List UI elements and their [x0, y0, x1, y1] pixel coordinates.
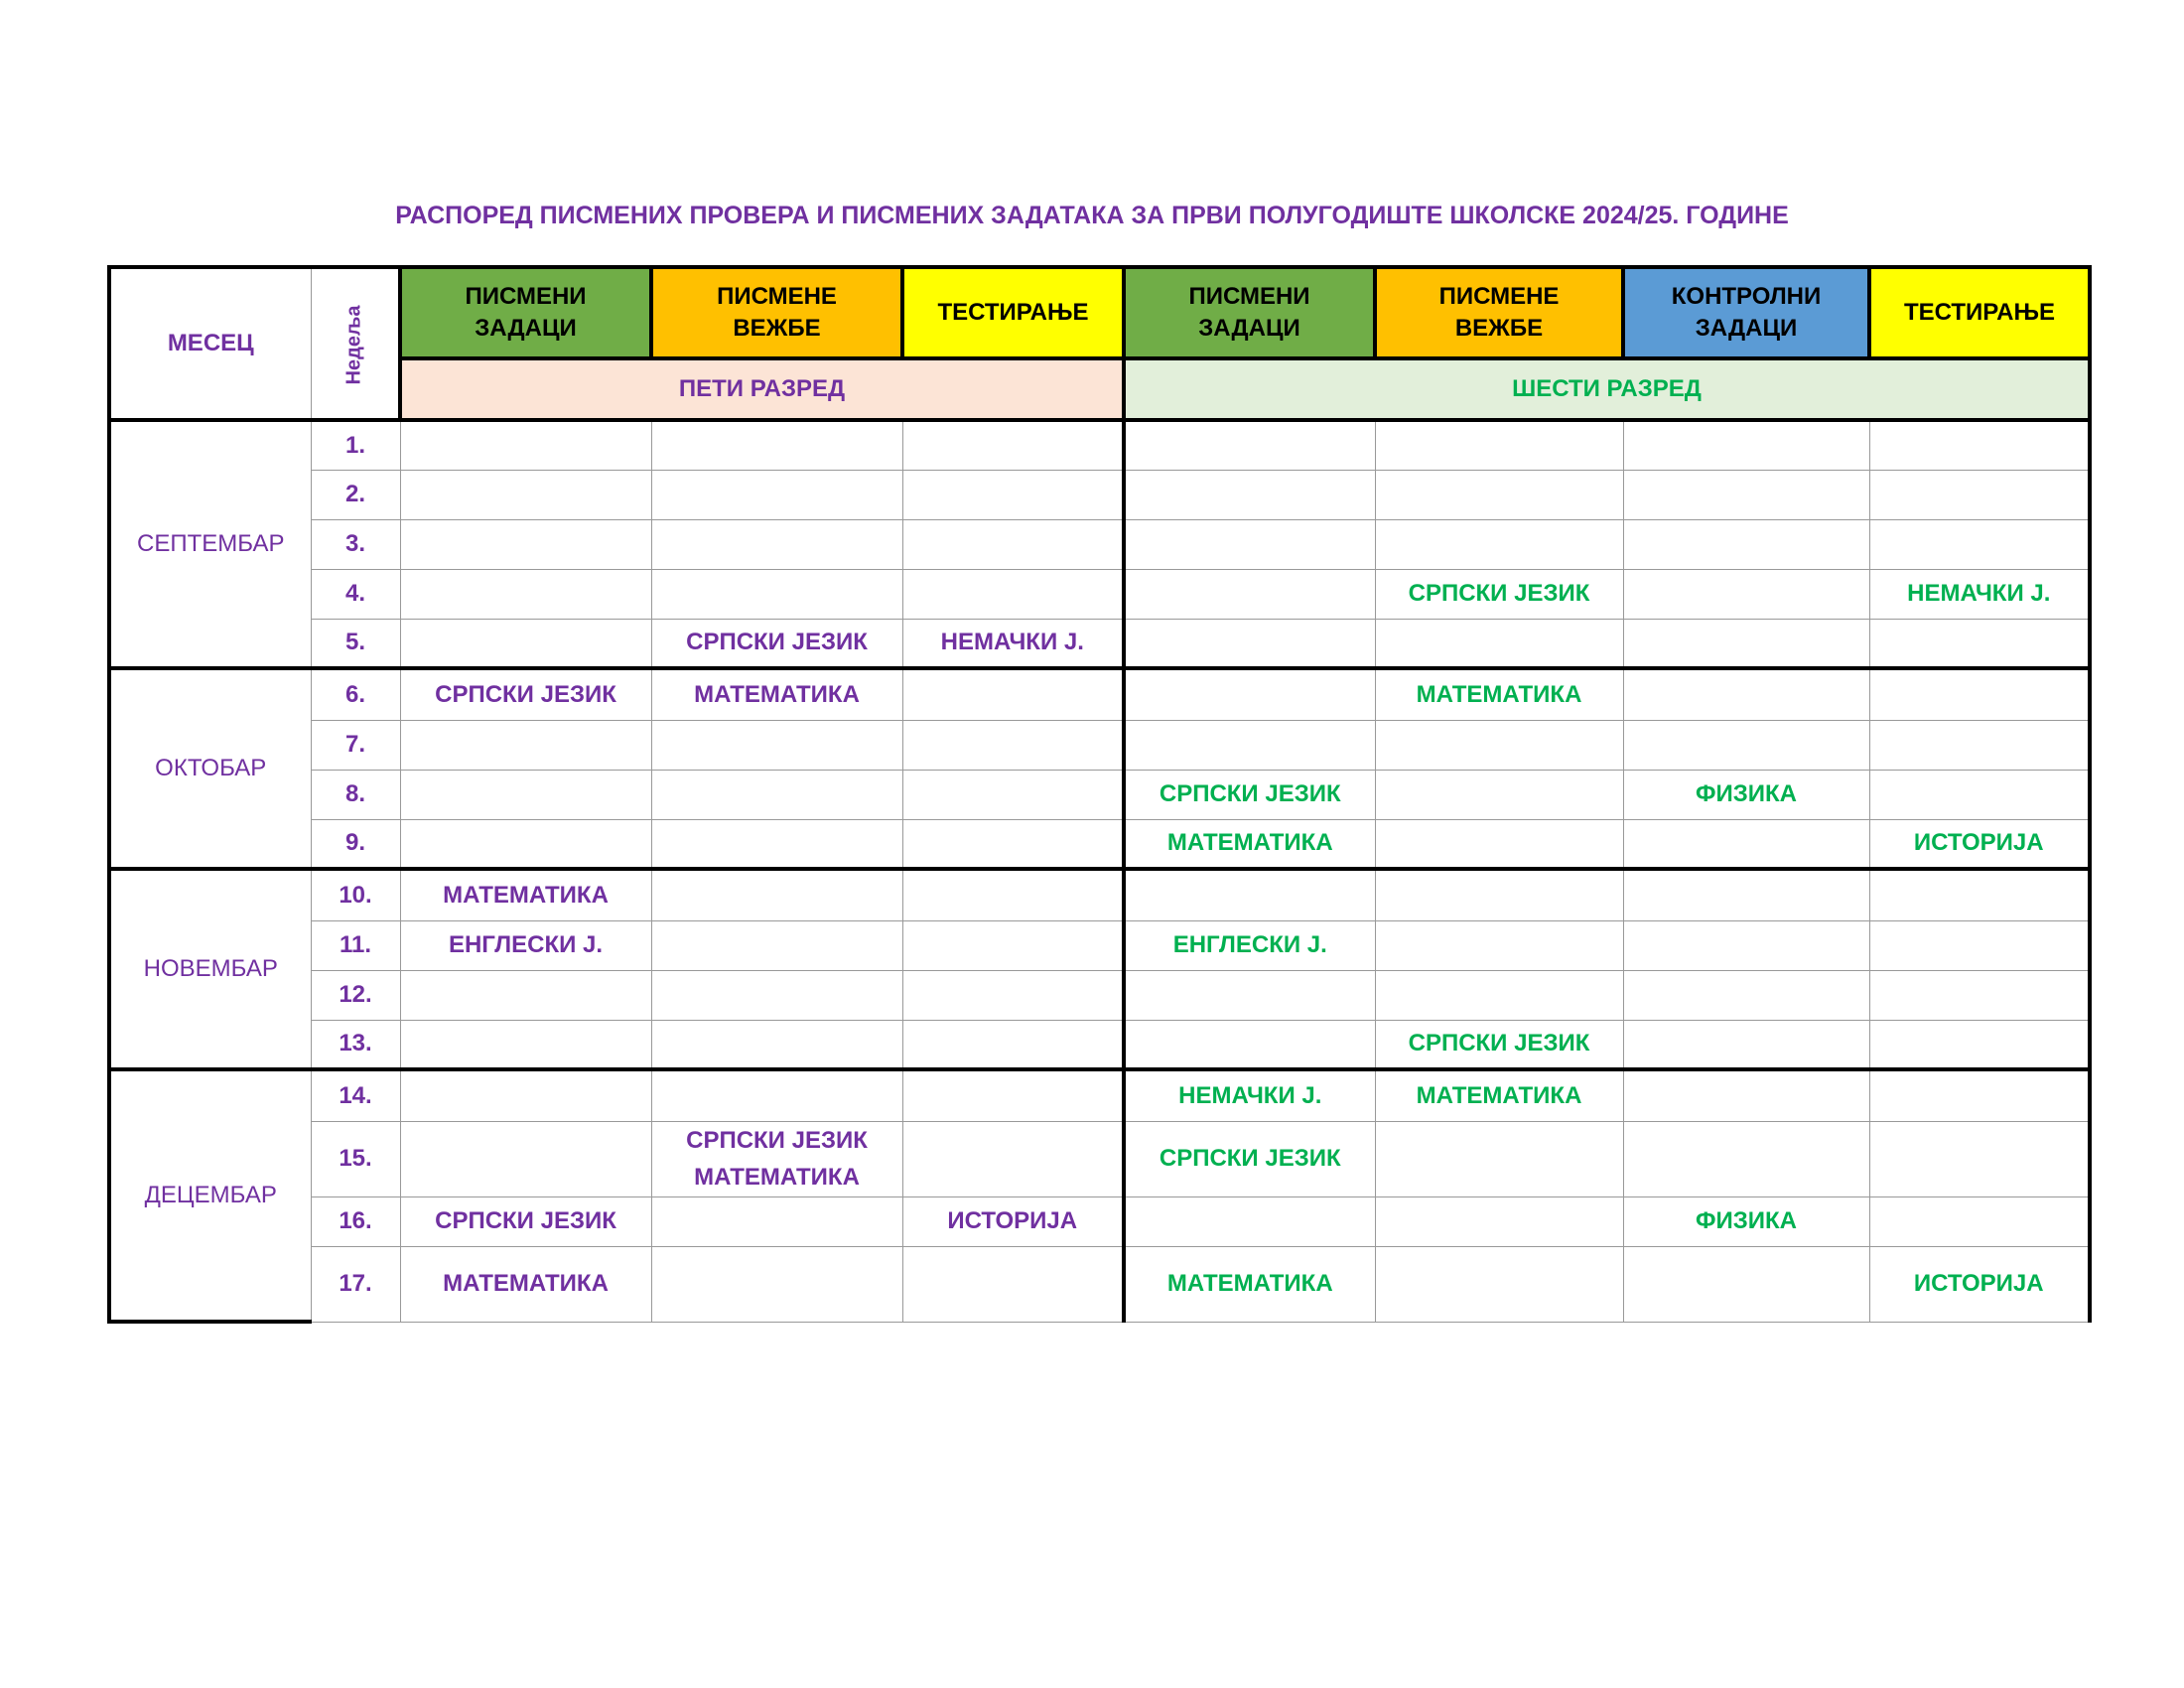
grade6-cell — [1375, 819, 1623, 869]
grade5-cell: СРПСКИ ЈЕЗИК — [651, 619, 902, 668]
grade6-cell — [1375, 920, 1623, 970]
grade6-cell — [1124, 1196, 1375, 1246]
grade5-cell: СРПСКИ ЈЕЗИК МАТЕМАТИКА — [651, 1121, 902, 1196]
grade5-cell — [651, 819, 902, 869]
week-number: 5. — [311, 619, 400, 668]
grade6-cell — [1124, 470, 1375, 519]
week-number: 8. — [311, 770, 400, 819]
grade5-cell — [651, 920, 902, 970]
g5-testiranje-header: ТЕСТИРАЊЕ — [902, 267, 1124, 358]
week-number: 9. — [311, 819, 400, 869]
mesec-header: МЕСЕЦ — [109, 267, 311, 420]
grade5-cell — [651, 869, 902, 920]
grade6-cell: СРПСКИ ЈЕЗИК — [1124, 770, 1375, 819]
table-row — [109, 470, 2090, 519]
grade5-cell: ЕНГЛЕСКИ Ј. — [400, 920, 651, 970]
week-number: 14. — [311, 1069, 400, 1121]
grade6-cell — [1375, 619, 1623, 668]
grade5-cell — [902, 720, 1124, 770]
grade5-cell: МАТЕМАТИКА — [400, 1246, 651, 1322]
grade5-cell — [902, 668, 1124, 720]
grade6-cell: НЕМАЧКИ Ј. — [1124, 1069, 1375, 1121]
grade5-cell — [902, 569, 1124, 619]
grade6-cell — [1124, 869, 1375, 920]
month-cell: СЕПТЕМБАР — [109, 420, 311, 668]
table-row — [109, 420, 2090, 470]
grade6-cell: МАТЕМАТИКА — [1375, 1069, 1623, 1121]
grade6-cell — [1375, 1121, 1623, 1196]
grade6-cell: СРПСКИ ЈЕЗИК — [1375, 1020, 1623, 1069]
grade6-cell — [1623, 470, 1869, 519]
grade5-cell — [902, 420, 1124, 470]
grade5-cell — [902, 1069, 1124, 1121]
grade6-cell — [1124, 720, 1375, 770]
g6-pismeni-zadaci-header: ПИСМЕНИ ЗАДАЦИ — [1124, 267, 1375, 358]
grade6-cell — [1623, 619, 1869, 668]
grade5-cell — [651, 1020, 902, 1069]
g6-kontrolni-zadaci-header: КОНТРОЛНИ ЗАДАЦИ — [1623, 267, 1869, 358]
grade6-cell — [1623, 819, 1869, 869]
week-number: 17. — [311, 1246, 400, 1322]
grade5-cell — [902, 1246, 1124, 1322]
grade6-cell — [1623, 1246, 1869, 1322]
grade5-cell — [902, 920, 1124, 970]
grade6-cell — [1623, 1121, 1869, 1196]
grade6-cell — [1623, 720, 1869, 770]
table-row — [109, 720, 2090, 770]
table-row — [109, 668, 2090, 720]
table-row — [109, 1020, 2090, 1069]
grade5-cell — [400, 619, 651, 668]
month-cell: ДЕЦЕМБАР — [109, 1069, 311, 1322]
grade5-cell — [902, 819, 1124, 869]
table-row — [109, 519, 2090, 569]
grade6-cell: ИСТОРИЈА — [1869, 819, 2090, 869]
grade6-cell — [1869, 970, 2090, 1020]
week-number: 10. — [311, 869, 400, 920]
grade5-cell — [651, 720, 902, 770]
grade5-label: ПЕТИ РАЗРЕД — [400, 358, 1124, 420]
week-number: 2. — [311, 470, 400, 519]
grade6-cell — [1375, 720, 1623, 770]
grade5-cell — [651, 519, 902, 569]
grade6-cell — [1623, 1020, 1869, 1069]
grade5-cell — [902, 1121, 1124, 1196]
grade5-cell — [902, 470, 1124, 519]
grade6-cell — [1623, 519, 1869, 569]
grade6-cell — [1375, 970, 1623, 1020]
grade6-cell — [1375, 420, 1623, 470]
grade6-cell — [1869, 420, 2090, 470]
grade5-cell — [400, 420, 651, 470]
grade6-cell: ФИЗИКА — [1623, 770, 1869, 819]
grade6-cell — [1869, 920, 2090, 970]
grade5-cell — [400, 470, 651, 519]
grade5-cell — [400, 819, 651, 869]
g5-pismeni-zadaci-header: ПИСМЕНИ ЗАДАЦИ — [400, 267, 651, 358]
header-row-grades — [109, 358, 2090, 420]
schedule-table — [107, 265, 2092, 1324]
grade5-cell — [400, 1020, 651, 1069]
grade5-cell — [651, 770, 902, 819]
week-number: 12. — [311, 970, 400, 1020]
grade6-cell — [1375, 869, 1623, 920]
grade6-cell: СРПСКИ ЈЕЗИК — [1375, 569, 1623, 619]
grade6-cell — [1375, 770, 1623, 819]
grade6-cell — [1869, 1020, 2090, 1069]
grade6-cell — [1869, 770, 2090, 819]
table-row — [109, 569, 2090, 619]
month-cell: ОКТОБАР — [109, 668, 311, 869]
grade6-cell — [1869, 519, 2090, 569]
table-row — [109, 1069, 2090, 1121]
page-title: РАСПОРЕД ПИСМЕНИХ ПРОВЕРА И ПИСМЕНИХ ЗАДАТАКА ЗА ПРВИ ПОЛУГОДИШТЕ ШКОЛСКЕ 2024/25. ГОДИНЕ — [395, 202, 1789, 229]
grade5-cell — [400, 519, 651, 569]
week-number: 6. — [311, 668, 400, 720]
table-row — [109, 619, 2090, 668]
grade6-cell — [1124, 569, 1375, 619]
grade5-cell — [400, 970, 651, 1020]
month-cell: НОВЕМБАР — [109, 869, 311, 1069]
grade6-cell — [1623, 668, 1869, 720]
week-number: 3. — [311, 519, 400, 569]
grade5-cell — [902, 519, 1124, 569]
table-row — [109, 1196, 2090, 1246]
grade5-cell: СРПСКИ ЈЕЗИК — [400, 1196, 651, 1246]
grade6-cell — [1623, 869, 1869, 920]
table-row — [109, 819, 2090, 869]
week-number: 13. — [311, 1020, 400, 1069]
grade5-cell — [651, 569, 902, 619]
table-row — [109, 920, 2090, 970]
grade6-cell — [1124, 420, 1375, 470]
grade6-cell — [1623, 920, 1869, 970]
week-number: 16. — [311, 1196, 400, 1246]
table-row — [109, 869, 2090, 920]
week-number: 1. — [311, 420, 400, 470]
grade5-cell — [400, 569, 651, 619]
grade6-cell: СРПСКИ ЈЕЗИК — [1124, 1121, 1375, 1196]
g5-pismene-vezbe-header: ПИСМЕНЕ ВЕЖБЕ — [651, 267, 902, 358]
grade6-cell — [1869, 1121, 2090, 1196]
grade6-cell — [1124, 619, 1375, 668]
grade6-cell — [1869, 1069, 2090, 1121]
grade6-cell — [1124, 519, 1375, 569]
grade6-cell — [1623, 970, 1869, 1020]
nedelja-header: Недеља — [311, 267, 400, 420]
grade5-cell — [400, 1121, 651, 1196]
grade5-cell — [400, 720, 651, 770]
table-row — [109, 970, 2090, 1020]
grade6-cell — [1375, 1196, 1623, 1246]
grade6-cell — [1124, 970, 1375, 1020]
grade6-cell — [1869, 619, 2090, 668]
grade6-cell — [1869, 668, 2090, 720]
table-row — [109, 1121, 2090, 1196]
grade6-cell: ИСТОРИЈА — [1869, 1246, 2090, 1322]
grade6-cell — [1869, 470, 2090, 519]
grade6-cell: МАТЕМАТИКА — [1124, 819, 1375, 869]
table-row — [109, 770, 2090, 819]
grade5-cell — [651, 1246, 902, 1322]
grade6-cell — [1124, 668, 1375, 720]
table-row — [109, 1246, 2090, 1322]
grade6-cell — [1623, 569, 1869, 619]
grade6-cell: МАТЕМАТИКА — [1375, 668, 1623, 720]
grade6-cell — [1124, 1020, 1375, 1069]
week-number: 4. — [311, 569, 400, 619]
grade5-cell — [651, 970, 902, 1020]
grade5-cell: НЕМАЧКИ Ј. — [902, 619, 1124, 668]
grade6-cell — [1869, 720, 2090, 770]
grade5-cell — [400, 1069, 651, 1121]
grade6-label: ШЕСТИ РАЗРЕД — [1124, 358, 2090, 420]
grade6-cell — [1375, 519, 1623, 569]
week-number: 11. — [311, 920, 400, 970]
g6-pismene-vezbe-header: ПИСМЕНЕ ВЕЖБЕ — [1375, 267, 1623, 358]
grade5-cell — [651, 1196, 902, 1246]
grade6-cell — [1375, 470, 1623, 519]
grade5-cell — [902, 1020, 1124, 1069]
week-number: 7. — [311, 720, 400, 770]
grade5-cell — [651, 420, 902, 470]
g6-testiranje-header: ТЕСТИРАЊЕ — [1869, 267, 2090, 358]
grade6-cell — [1623, 1069, 1869, 1121]
grade6-cell: МАТЕМАТИКА — [1124, 1246, 1375, 1322]
grade6-cell — [1869, 869, 2090, 920]
grade6-cell: ЕНГЛЕСКИ Ј. — [1124, 920, 1375, 970]
grade5-cell: СРПСКИ ЈЕЗИК — [400, 668, 651, 720]
grade5-cell: ИСТОРИЈА — [902, 1196, 1124, 1246]
grade5-cell — [400, 770, 651, 819]
grade6-cell — [1869, 1196, 2090, 1246]
week-number: 15. — [311, 1121, 400, 1196]
grade5-cell — [902, 970, 1124, 1020]
grade5-cell: МАТЕМАТИКА — [651, 668, 902, 720]
grade5-cell — [651, 1069, 902, 1121]
header-row-types — [109, 267, 2090, 358]
grade6-cell: ФИЗИКА — [1623, 1196, 1869, 1246]
grade5-cell: МАТЕМАТИКА — [400, 869, 651, 920]
grade6-cell — [1623, 420, 1869, 470]
grade6-cell — [1375, 1246, 1623, 1322]
grade5-cell — [902, 869, 1124, 920]
grade5-cell — [651, 470, 902, 519]
grade6-cell: НЕМАЧКИ Ј. — [1869, 569, 2090, 619]
grade5-cell — [902, 770, 1124, 819]
